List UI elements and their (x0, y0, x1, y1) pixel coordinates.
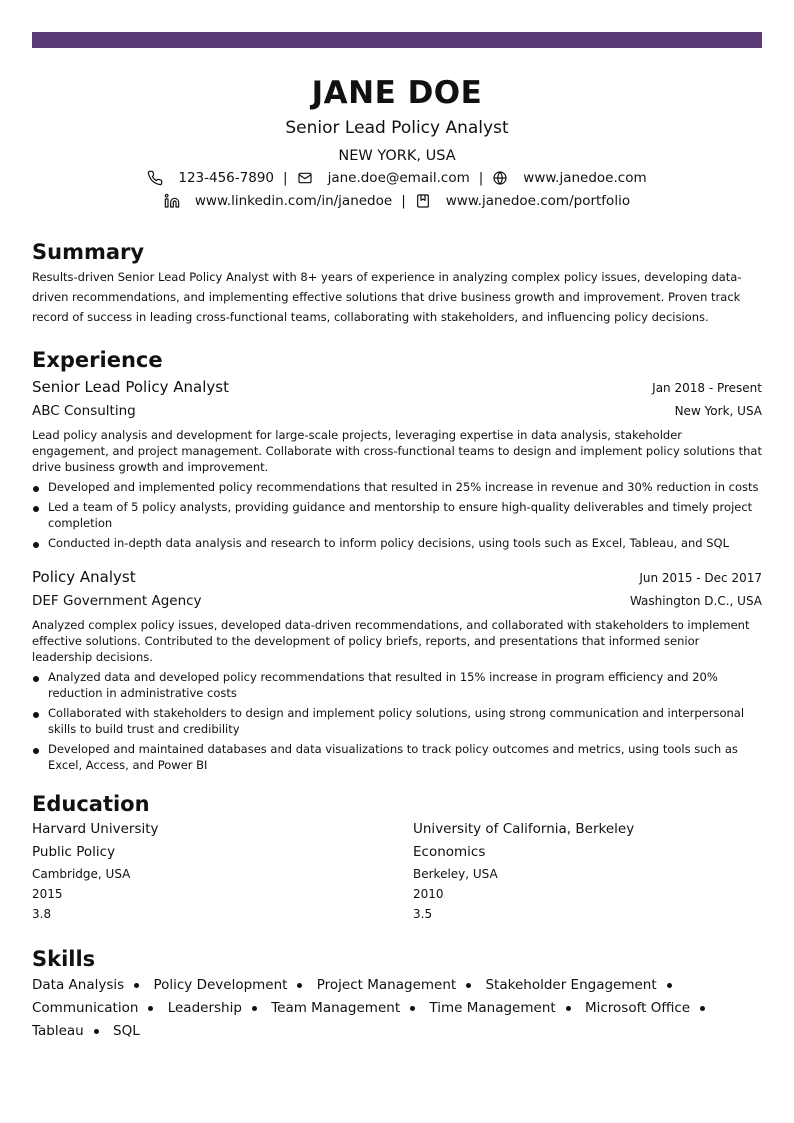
portfolio-link[interactable]: www.janedoe.com/portfolio (445, 193, 631, 209)
skill-item (271, 1000, 425, 1016)
phone-number: 123-456-7890 (178, 170, 274, 186)
section-heading-experience: Experience (32, 348, 163, 372)
achievement-item: Analyzed data and developed policy recommendations that resulted in 15% increase in program efficiency and 20% reduction in administrative costs (32, 669, 762, 701)
job-location: New York, USA (674, 404, 762, 418)
candidate-title: Senior Lead Policy Analyst (285, 118, 509, 138)
contact-separator: | (283, 170, 288, 186)
skill-item (168, 1000, 267, 1016)
education-section (32, 791, 762, 924)
portfolio-contact[interactable] (415, 191, 630, 211)
candidate-name: JANE DOE (311, 75, 483, 111)
edu-gpa: 3.5 (413, 907, 433, 921)
edu-location: Cambridge, USA (32, 867, 131, 881)
skill-item (153, 977, 312, 993)
skill-item (113, 1023, 140, 1039)
resume-page (32, 48, 762, 1043)
contact-separator: | (478, 170, 484, 186)
edu-school: University of California, Berkeley (413, 821, 635, 837)
experience-entry (32, 567, 762, 773)
skill-label: SQL (113, 1023, 140, 1039)
skill-separator-dot (148, 1006, 153, 1011)
website-contact[interactable] (492, 168, 646, 188)
skill-label: Leadership (167, 1000, 242, 1016)
resume-header (32, 74, 762, 211)
website-link[interactable]: www.janedoe.com (523, 170, 647, 186)
section-heading-education: Education (32, 792, 150, 816)
job-description: Analyzed complex policy issues, developed data-driven recommendations, and collaborated with stakeholders to implement effective solutions. Contributed to the development of policy briefs, reports, and presentations that informed senior leadership decisions. (32, 618, 750, 664)
email-contact[interactable] (297, 168, 470, 188)
skill-label: Policy Development (153, 977, 288, 993)
skill-separator-dot (566, 1006, 571, 1011)
achievement-item: Developed and maintained databases and data visualizations to track policy outcomes and metrics, using tools such as Excel, Access, and Power BI (32, 741, 762, 773)
edu-field: Economics (413, 844, 486, 860)
education-entry (32, 819, 413, 924)
skill-label: Time Management (429, 1000, 556, 1016)
achievement-item: Led a team of 5 policy analysts, providing guidance and mentorship to ensure high-quality deliverables and timely project completion (32, 499, 762, 531)
education-entry (413, 819, 762, 924)
summary-text: Results-driven Senior Lead Policy Analyst with 8+ years of experience in analyzing complex policy issues, developing data-driven recommendations, and implementing effective solutions that drive business growth and improvement. Proven track record of success in leading cross-functional teams, collaborating with stakeholders, and influencing policy decisions. (32, 270, 742, 324)
job-dates: Jun 2015 - Dec 2017 (639, 571, 762, 585)
skill-label: Communication (32, 1000, 139, 1016)
section-heading-summary: Summary (32, 240, 145, 264)
candidate-location: NEW YORK, USA (338, 148, 456, 164)
edu-year: 2015 (32, 887, 63, 901)
skill-separator-dot (700, 1006, 705, 1011)
skill-label: Project Management (316, 977, 457, 993)
edu-location: Berkeley, USA (413, 867, 498, 881)
summary-section (32, 239, 762, 327)
contact-row-secondary (32, 191, 762, 211)
contact-separator: | (401, 193, 406, 209)
skill-item (429, 1000, 580, 1016)
job-location: Washington D.C., USA (629, 594, 762, 608)
skill-separator-dot (134, 983, 139, 988)
skill-label: Team Management (271, 1000, 401, 1016)
globe-icon (492, 170, 508, 186)
job-company: ABC Consulting (32, 403, 136, 419)
skills-list (32, 974, 762, 1043)
linkedin-contact[interactable] (164, 191, 392, 211)
skill-label: Stakeholder Engagement (485, 977, 657, 993)
skills-section (32, 946, 762, 1043)
job-header-row (32, 567, 762, 587)
skill-separator-dot (252, 1006, 257, 1011)
skill-item (585, 1000, 715, 1016)
skill-separator-dot (410, 1006, 415, 1011)
experience-section (32, 347, 762, 773)
achievement-item: Conducted in-depth data analysis and research to inform policy decisions, using tools such as Excel, Tableau, and SQL (32, 535, 762, 551)
job-company-row (32, 591, 762, 611)
skill-separator-dot (466, 983, 471, 988)
job-achievements (32, 669, 762, 773)
job-dates: Jan 2018 - Present (652, 381, 762, 395)
job-company: DEF Government Agency (32, 593, 202, 609)
skill-item (32, 1000, 163, 1016)
phone-icon (147, 170, 163, 186)
skill-item (32, 977, 149, 993)
skill-item (317, 977, 481, 993)
contact-row-primary (32, 168, 762, 188)
experience-entry (32, 377, 762, 551)
skill-item (485, 977, 681, 993)
section-heading-skills: Skills (32, 947, 96, 971)
skill-item (32, 1023, 109, 1039)
job-title: Policy Analyst (32, 568, 136, 586)
job-title: Senior Lead Policy Analyst (32, 378, 229, 396)
skill-label: Tableau (32, 1023, 84, 1039)
education-grid (32, 819, 762, 924)
job-company-row (32, 401, 762, 421)
job-achievements (32, 479, 762, 551)
skill-separator-dot (94, 1029, 99, 1034)
skill-separator-dot (297, 983, 302, 988)
edu-school: Harvard University (32, 821, 159, 837)
job-description: Lead policy analysis and development for large-scale projects, leveraging expertise in data analysis, stakeholder engagement, and project management. Collaborate with cross-functional teams to design and implement policy solutions that drive business growth and improvement. (32, 428, 762, 474)
achievement-item: Developed and implemented policy recommendations that resulted in 25% increase in revenue and 30% reduction in costs (32, 479, 762, 495)
skill-separator-dot (667, 983, 672, 988)
job-header-row (32, 377, 762, 397)
edu-year: 2010 (413, 887, 444, 901)
portfolio-icon (415, 193, 431, 209)
email-address[interactable]: jane.doe@email.com (327, 170, 470, 186)
mail-icon (297, 170, 313, 186)
skill-label: Data Analysis (32, 977, 125, 993)
accent-bar (32, 32, 762, 48)
skill-label: Microsoft Office (584, 1000, 691, 1016)
linkedin-link[interactable]: www.linkedin.com/in/janedoe (194, 193, 393, 209)
phone-contact (147, 168, 274, 188)
achievement-item: Collaborated with stakeholders to design and implement policy solutions, using strong communication and interpersonal skills to build trust and credibility (32, 705, 762, 737)
edu-field: Public Policy (32, 844, 116, 860)
edu-gpa: 3.8 (32, 907, 52, 921)
linkedin-icon (164, 193, 180, 209)
